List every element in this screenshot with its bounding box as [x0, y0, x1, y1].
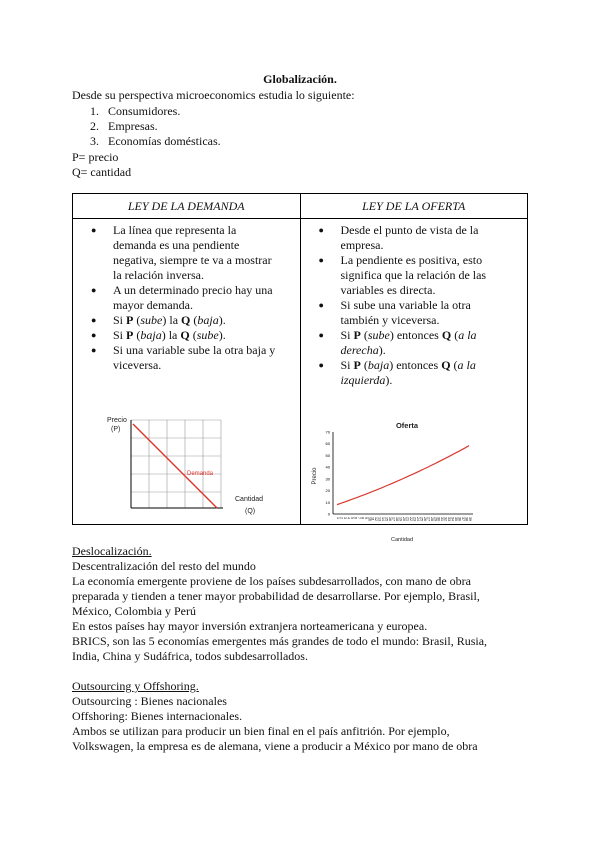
list-item: ● La pendiente es positiva, esto significa que la relación de las variables es directa. [341, 253, 528, 298]
x-tick-label: 38 [464, 517, 469, 521]
paragraph-line: México, Colombia y Perú [72, 604, 196, 618]
list-item: ● Si P (sube) la Q (baja). [113, 313, 300, 328]
intro-text: Desde su perspectiva microeconomics estudia lo siguiente: [72, 88, 355, 102]
list-item: ● A un determinado precio hay una mayor demanda. [113, 283, 300, 313]
x-tick-label: 27 [425, 517, 430, 521]
x-tick-label: 26 [422, 517, 427, 521]
x-tick-label: 28 [429, 517, 434, 521]
paragraph-line: BRICS, son las 5 economías emergentes más grandes de todo el mundo: Brasil, Rusia, [72, 634, 488, 648]
paragraph-line: Offshoring: Bienes internacionales. [72, 709, 243, 723]
demand-grid [131, 420, 221, 508]
list-number-3: 3. [90, 134, 99, 148]
x-tick-label: 21 [404, 517, 409, 521]
paragraph-line: Outsourcing : Bienes nacionales [72, 694, 227, 708]
x-tick-label: 18 [394, 517, 399, 521]
supply-chart [309, 418, 481, 544]
x-tick-label: 36 [457, 517, 462, 521]
demand-chart [101, 412, 271, 520]
x-tick-label: 33 [446, 517, 451, 521]
x-tick-label: 3 [342, 517, 347, 519]
supply-header: LEY DE LA OFERTA [300, 194, 528, 219]
paragraph-line: La economía emergente proviene de los países subdesarrollados, con mano de obra [72, 574, 471, 588]
supply-bullets [301, 223, 528, 388]
list-item: ● Desde el punto de vista de la empresa. [341, 223, 528, 253]
x-tick-label: 9 [363, 517, 368, 519]
x-tick-label: 14 [380, 517, 385, 521]
demand-curve [133, 424, 217, 508]
list-number-1: 1. [90, 104, 99, 118]
paragraph-line: Volkswagen, la empresa es de alemana, viene a producir a México por mano de obra [72, 739, 478, 753]
x-tick-label: 10 [366, 517, 371, 521]
list-item: ● La línea que representa la demanda es una pendiente negativa, siempre te va a mostrar la relación inversa. [113, 223, 300, 283]
chart-series-line [337, 446, 469, 505]
list-item: ● Si una variable sube la otra baja y viceversa. [113, 343, 300, 373]
paragraph-line: preparada y tienden a tener mayor probabilidad de desarrollarse. Por ejemplo, Brasil, [72, 589, 480, 603]
paragraph-line: Ambos se utilizan para producir un bien final en el país anfitrión. Por ejemplo, [72, 724, 450, 738]
chart-title: Oferta [395, 421, 418, 430]
y-tick-label: 10 [325, 499, 330, 505]
chart-xlabel: Cantidad [390, 537, 413, 543]
x-tick-label: 12 [373, 517, 378, 521]
chart-ylabel: Precio [311, 467, 318, 485]
list-item: ● Si P (baja) la Q (sube). [113, 328, 300, 343]
x-tick-label: 8 [359, 517, 364, 519]
x-tick-label: 22 [408, 517, 413, 521]
x-tick-label: 35 [453, 517, 458, 521]
outsourcing-heading: Outsourcing y Offshoring. [72, 679, 199, 693]
y-tick-label: 20 [325, 488, 330, 494]
y-tick-label: 50 [325, 452, 330, 458]
x-tick-label: 20 [401, 517, 406, 521]
supply-cell [300, 219, 528, 543]
x-tick-label: 25 [418, 517, 423, 521]
demand-ylabel-unit: (P) [111, 426, 121, 433]
y-tick-label: 0 [327, 511, 330, 517]
definition-quantity: Q= cantidad [72, 165, 132, 179]
x-tick-label: 32 [443, 517, 448, 521]
x-tick-label: 23 [411, 517, 416, 521]
x-tick-label: 6 [352, 517, 357, 519]
x-tick-label: 11 [370, 517, 375, 521]
x-tick-label: 34 [450, 517, 455, 521]
list-item: Economías domésticas. [108, 134, 221, 148]
x-tick-label: 13 [377, 517, 382, 521]
y-tick-label: 40 [325, 464, 330, 470]
list-item: ● Si sube una variable la otra también y viceversa. [341, 298, 528, 328]
demand-cell [73, 219, 301, 525]
definition-price: P= precio [72, 150, 119, 164]
x-tick-label: 5 [349, 517, 354, 519]
y-tick-label: 30 [325, 476, 330, 482]
demand-header: LEY DE LA DEMANDA [73, 194, 301, 219]
demand-curve-label: Demanda [187, 471, 214, 477]
x-tick-label: 39 [467, 517, 472, 521]
x-tick-label: 29 [432, 517, 437, 521]
x-tick-label: 2 [338, 517, 343, 519]
demand-xlabel: Cantidad [235, 496, 264, 503]
x-tick-label: 37 [460, 517, 465, 521]
x-tick-label: 15 [384, 517, 389, 521]
paragraph-line: En estos países hay mayor inversión extranjera norteamericana y europea. [72, 619, 428, 633]
list-item: Empresas. [108, 119, 158, 133]
x-tick-label: 24 [415, 517, 420, 521]
list-number-2: 2. [90, 119, 99, 133]
page-title: Globalización. [263, 72, 337, 86]
list-item: ● Si P (sube) entonces Q (a la derecha). [341, 328, 528, 358]
paragraph-line: India, China y Sudáfrica, todos subdesarrollados. [72, 649, 308, 663]
deslocalizacion-heading: Deslocalización. [72, 544, 152, 558]
y-tick-label: 70 [325, 429, 330, 435]
list-item: Consumidores. [108, 104, 181, 118]
demand-bullets [73, 223, 300, 373]
demand-ylabel: Precio [107, 417, 127, 424]
x-tick-label: 31 [439, 517, 444, 521]
list-item: ● Si P (baja) entonces Q (a la izquierda). [341, 358, 528, 388]
paragraph-line: Descentralización del resto del mundo [72, 559, 256, 573]
x-tick-label: 16 [387, 517, 392, 521]
demand-xlabel-unit: (Q) [245, 508, 256, 515]
y-tick-label: 60 [325, 441, 330, 447]
x-tick-label: 30 [436, 517, 441, 521]
x-tick-label: 1 [335, 517, 340, 519]
x-tick-label: 19 [398, 517, 403, 521]
x-tick-label: 4 [345, 517, 350, 519]
x-tick-label: 17 [391, 517, 396, 521]
laws-table [72, 193, 528, 543]
x-tick-label: 7 [356, 517, 361, 519]
